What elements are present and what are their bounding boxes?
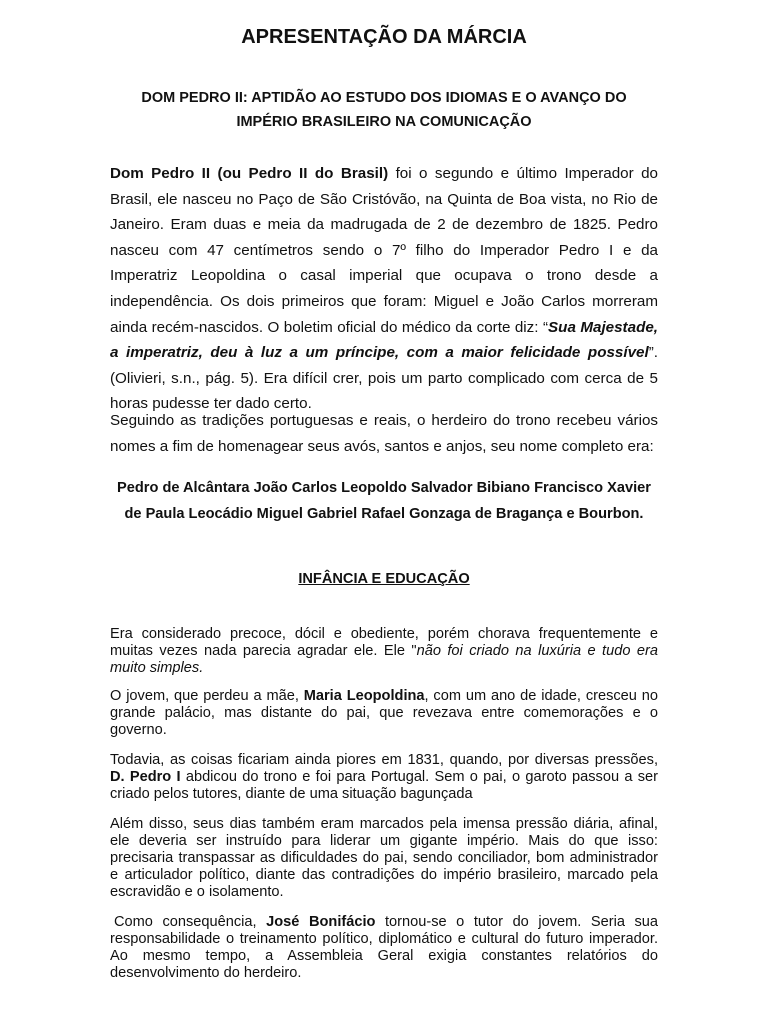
- paragraph-birth: [110, 161, 658, 417]
- bold-jose-bonifacio: José Bonifácio: [266, 914, 376, 930]
- section-heading: INFÂNCIA E EDUCAÇÃO: [298, 571, 470, 587]
- paragraph-abdication: Todavia, as coisas ficariam ainda piores em 1831, quando, por diversas pressões, D. Pedro I abdicou do trono e foi para Portugal. Sem o pai, o garoto passou a ser criado pelos tutores, diante de uma situação bagunçada: [110, 752, 658, 802]
- paragraph-tutor: Como consequência, José Bonifácio tornou-se o tutor do jovem. Seria sua responsabilidade o treinamento político, diplomático e cultural do futuro imperador. Ao mesmo tempo, a Assembleia Geral exigia constantes relatórios do desenvolvimento do herdeiro.: [110, 914, 659, 981]
- paragraph-traditions: Seguindo as tradições portuguesas e reais, o herdeiro do trono recebeu vários nomes a fim de homenagear seus avós, santos e anjos, seu nome completo era:: [110, 412, 658, 455]
- paragraph-pressure: Além disso, seus dias também eram marcados pela imensa pressão diária, afinal, ele deveria ser instruído para liderar um gigante império. Mais do que isso: precisaria transpassar as dificuldades do pai, sendo conciliador, bom administrador e articulador político, diante das contradições do império brasileiro, marcado pela escravidão e o isolamento.: [110, 816, 658, 900]
- para3-italic: não foi criado na luxúria e tudo era muito simples.: [110, 643, 658, 676]
- para3-text-a: Era considerado precoce, dócil e obediente, porém chorava frequentemente e muitas vezes nada parecia agradar ele. Ele ": [110, 626, 658, 659]
- document-subtitle: [100, 86, 668, 134]
- bold-d-pedro-i: D. Pedro I: [110, 769, 181, 785]
- bold-name: Dom Pedro II (ou Pedro II do Brasil): [110, 165, 389, 182]
- subtitle-line-2: IMPÉRIO BRASILEIRO NA COMUNICAÇÃO: [236, 114, 532, 130]
- bold-maria-leopoldina: Maria Leopoldina: [303, 688, 425, 704]
- paragraph-childhood: [110, 626, 658, 677]
- subtitle-line-1: DOM PEDRO II: APTIDÃO AO ESTUDO DOS IDIOMAS E O AVANÇO DO: [141, 90, 627, 106]
- doctor-quote: Sua Majestade, a imperatriz, deu à luz a um príncipe, com a maior felicidade possível: [110, 318, 659, 362]
- document-title: APRESENTAÇÃO DA MÁRCIA: [241, 26, 527, 48]
- full-name: Pedro de Alcântara João Carlos Leopoldo Salvador Bibiano Francisco Xavier de Paula Leocádio Miguel Gabriel Rafael Gonzaga de Bragança e Bourbon.: [117, 480, 651, 522]
- paragraph-mother: O jovem, que perdeu a mãe, Maria Leopoldina, com um ano de idade, cresceu no grande palácio, mas distante do pai, que revezava entre comemorações e o governo.: [110, 688, 658, 738]
- para1-text-b: ”. (Olivieri, s.n., pág. 5). Era difícil crer, pois um parto complicado com cerca de 5 horas pudesse ter dado certo.: [110, 344, 658, 413]
- para1-text-a: foi o segundo e último Imperador do Brasil, ele nasceu no Paço de São Cristóvão, na Quinta de Boa vista, no Rio de Janeiro. Eram duas e meia da madrugada de 2 de dezembro de 1825. Pedro nasceu com 47 centímetros sendo o 7º filho do Imperador Pedro I e da Imperatriz Leopoldina o casal imperial que ocupava o trono desde a independência. Os dois primeiros que foram: Miguel e João Carlos morreram ainda recém-nascidos. O boletim oficial do médico da corte diz: “: [110, 165, 658, 336]
